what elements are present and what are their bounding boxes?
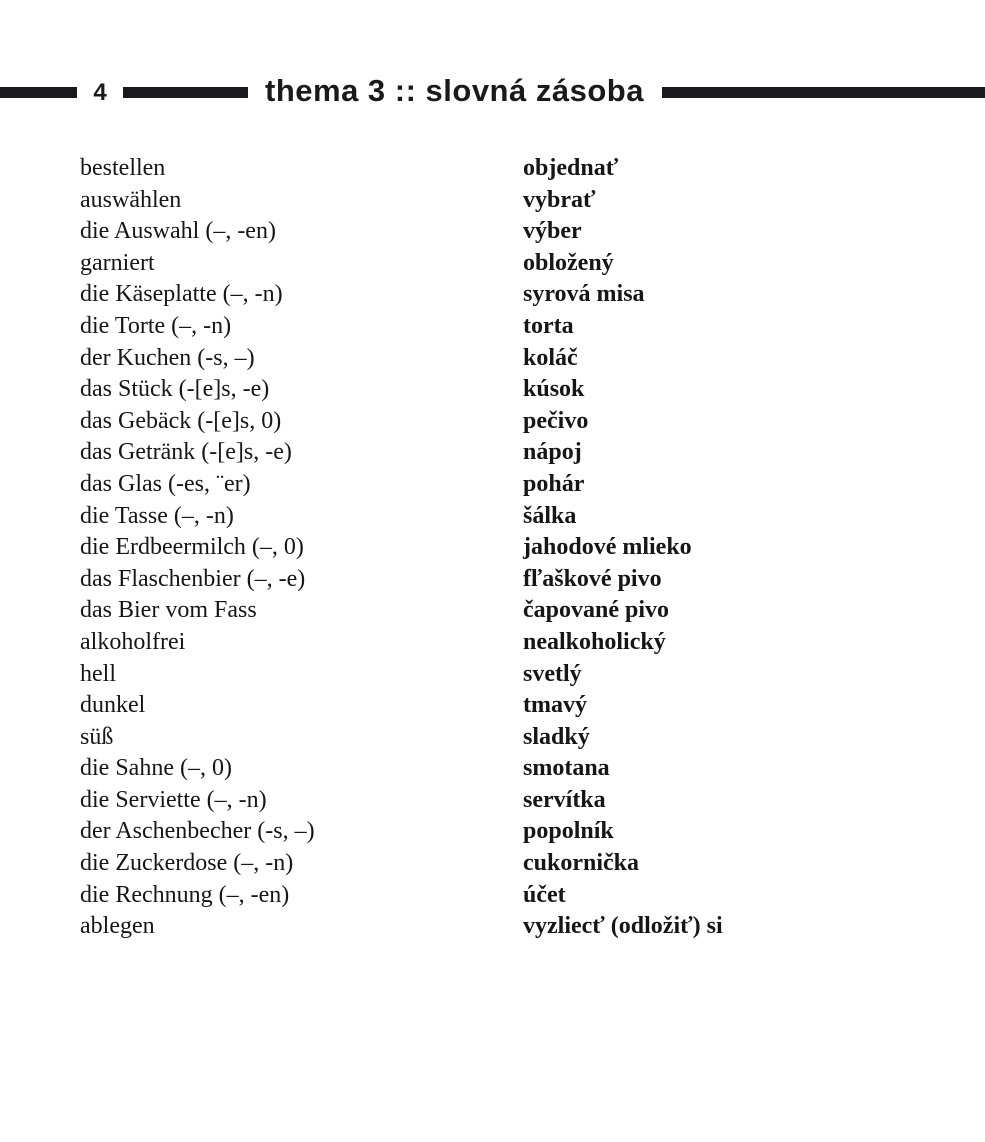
- german-term: das Getränk (-[e]s, -e): [80, 439, 292, 466]
- vocab-row: [80, 848, 965, 880]
- slovak-translation: šálka: [523, 502, 577, 529]
- german-term: die Torte (–, -n): [80, 312, 232, 339]
- vocab-row: [80, 627, 965, 659]
- german-term: garniert: [80, 249, 155, 276]
- slovak-translation: smotana: [523, 755, 610, 782]
- slovak-translation: cukornička: [523, 850, 640, 877]
- german-term: der Aschenbecher (-s, –): [80, 818, 315, 845]
- vocab-row: [80, 185, 965, 217]
- german-term: bestellen: [80, 155, 166, 181]
- slovak-translation: vyzliecť (odložiť) si: [523, 913, 723, 940]
- vocab-row: [80, 690, 965, 722]
- slovak-translation: kúsok: [523, 376, 585, 403]
- page-number: 4: [93, 79, 107, 106]
- vocab-row: [80, 311, 965, 343]
- vocab-row: [80, 437, 965, 469]
- german-term: das Flaschenbier (–, -e): [80, 565, 306, 592]
- slovak-translation: torta: [523, 312, 574, 339]
- vocab-row: [80, 532, 965, 564]
- vocab-row: [80, 564, 965, 596]
- slovak-translation: svetlý: [523, 660, 582, 687]
- german-term: das Gebäck (-[e]s, 0): [80, 407, 282, 434]
- vocab-list: [80, 153, 965, 943]
- slovak-translation: výber: [523, 218, 582, 245]
- vocab-row: [80, 722, 965, 754]
- slovak-translation: koláč: [523, 344, 578, 371]
- slovak-translation: nápoj: [523, 439, 582, 466]
- chapter-header: [0, 74, 985, 110]
- slovak-translation: pohár: [523, 470, 585, 497]
- vocab-row: [80, 816, 965, 848]
- vocab-row: [80, 785, 965, 817]
- german-term: auswählen: [80, 186, 182, 213]
- slovak-translation: objednať: [523, 155, 619, 181]
- vocab-row: [80, 911, 965, 943]
- header-rule-middle: [123, 87, 248, 98]
- german-term: alkoholfrei: [80, 628, 186, 655]
- slovak-translation: jahodové mlieko: [523, 534, 692, 561]
- vocab-row: [80, 406, 965, 438]
- vocab-row: [80, 248, 965, 280]
- slovak-translation: vybrať: [523, 186, 596, 213]
- german-term: die Auswahl (–, -en): [80, 218, 276, 245]
- slovak-translation: čapované pivo: [523, 597, 670, 624]
- german-term: die Sahne (–, 0): [80, 755, 232, 782]
- vocab-row: [80, 216, 965, 248]
- slovak-translation: fľaškové pivo: [523, 565, 662, 592]
- slovak-translation: obložený: [523, 249, 614, 276]
- german-term: das Glas (-es, ¨er): [80, 470, 251, 497]
- vocab-row: [80, 343, 965, 375]
- german-term: das Bier vom Fass: [80, 597, 257, 624]
- slovak-translation: servítka: [523, 786, 606, 813]
- german-term: der Kuchen (-s, –): [80, 344, 255, 371]
- chapter-title: thema 3 :: slovná zásoba: [265, 72, 644, 108]
- german-term: hell: [80, 660, 116, 687]
- slovak-translation: tmavý: [523, 692, 587, 719]
- slovak-translation: popolník: [523, 818, 614, 845]
- vocab-row: [80, 880, 965, 912]
- slovak-translation: nealkoholický: [523, 628, 666, 655]
- slovak-translation: syrová misa: [523, 281, 645, 308]
- vocab-row: [80, 153, 965, 185]
- header-rule-right: [662, 87, 985, 98]
- slovak-translation: účet: [523, 881, 566, 908]
- german-term: ablegen: [80, 913, 155, 940]
- slovak-translation: sladký: [523, 723, 590, 750]
- vocab-row: [80, 501, 965, 533]
- german-term: die Zuckerdose (–, -n): [80, 850, 294, 877]
- vocab-row: [80, 279, 965, 311]
- vocab-row: [80, 659, 965, 691]
- vocab-row: [80, 595, 965, 627]
- vocab-row: [80, 753, 965, 785]
- german-term: die Rechnung (–, -en): [80, 881, 290, 908]
- german-term: das Stück (-[e]s, -e): [80, 376, 270, 403]
- german-term: die Tasse (–, -n): [80, 502, 234, 529]
- header-rule-left: [0, 87, 77, 98]
- vocab-row: [80, 469, 965, 501]
- german-term: süß: [80, 723, 114, 750]
- german-term: die Erdbeermilch (–, 0): [80, 534, 304, 561]
- vocab-row: [80, 374, 965, 406]
- german-term: die Käseplatte (–, -n): [80, 281, 283, 308]
- slovak-translation: pečivo: [523, 407, 589, 434]
- german-term: dunkel: [80, 692, 146, 719]
- german-term: die Serviette (–, -n): [80, 786, 267, 813]
